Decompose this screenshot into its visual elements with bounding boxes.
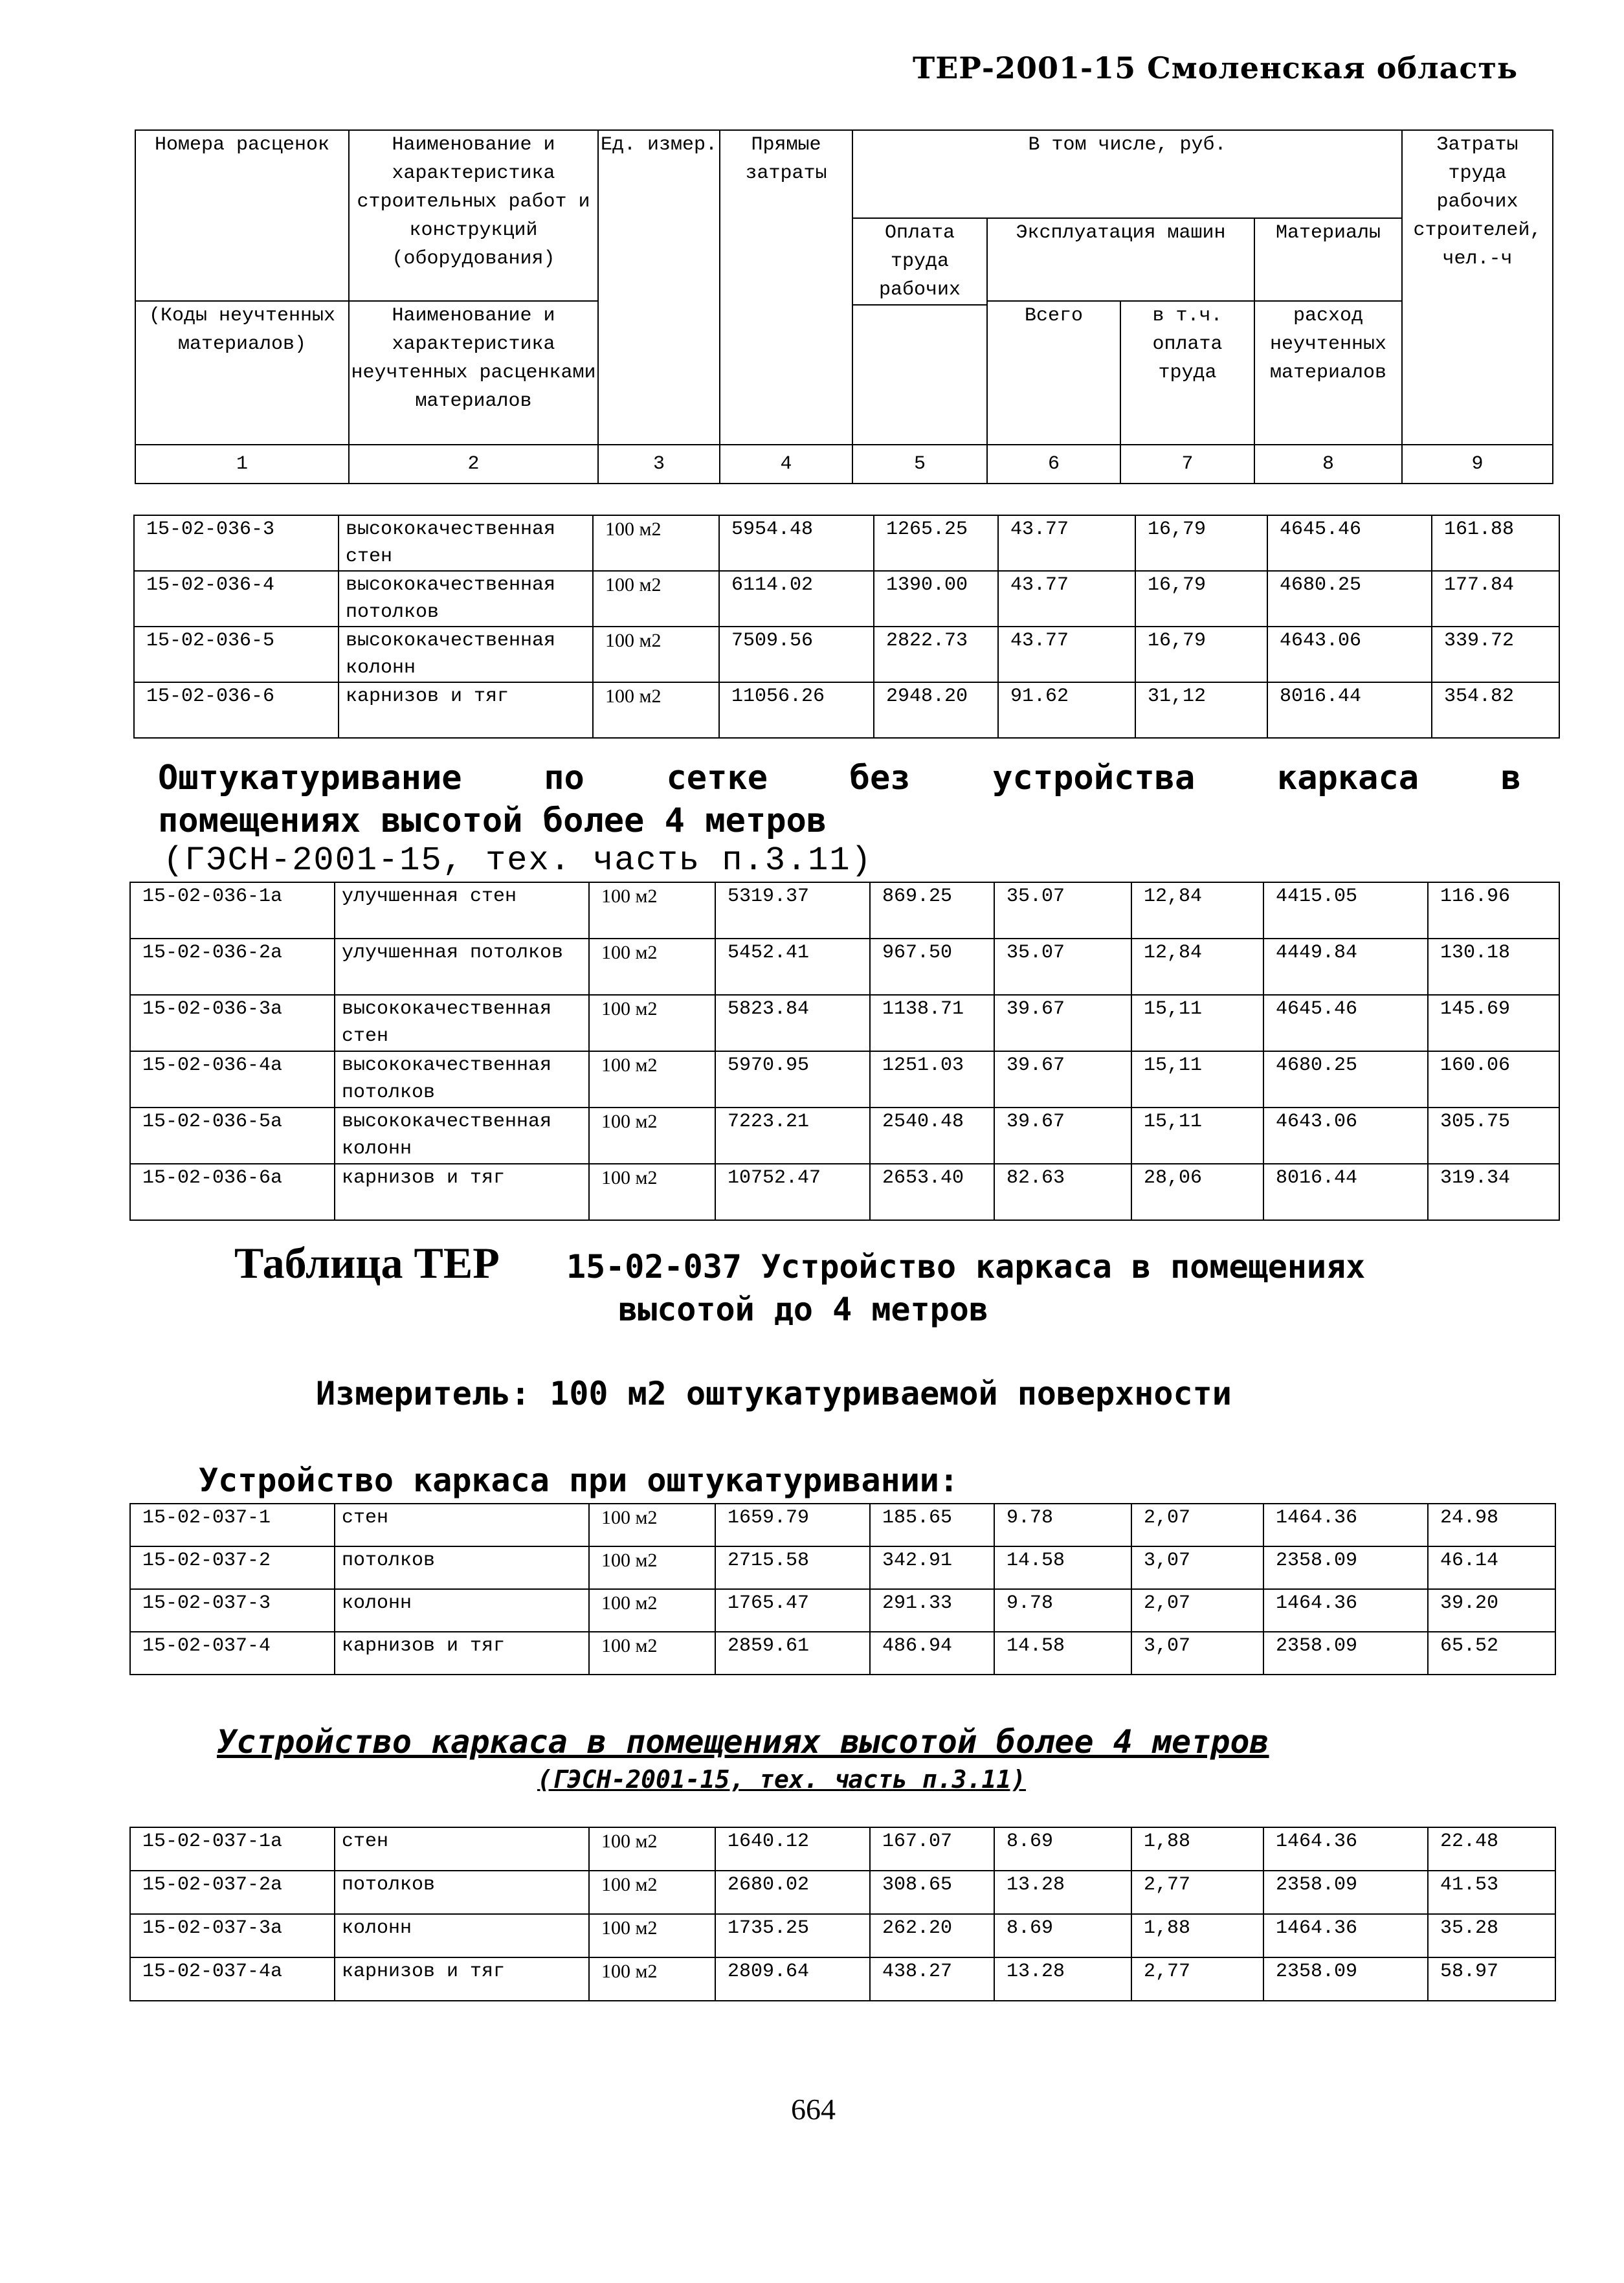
labor-hours: 41.53 <box>1428 1871 1555 1914</box>
table-row <box>130 995 1559 1051</box>
labor-hours: 339.72 <box>1432 627 1559 682</box>
table-row <box>130 1957 1555 2001</box>
rate-code: 15-02-036-1а <box>130 882 335 939</box>
page-number: 664 <box>791 2093 836 2126</box>
direct-costs: 7509.56 <box>719 627 874 682</box>
col-num: 8 <box>1254 445 1402 484</box>
table-row <box>134 515 1559 571</box>
work-name: высококачественная колонн <box>335 1108 589 1164</box>
machines-total: 8.69 <box>994 1827 1131 1871</box>
machines-wages: 2,77 <box>1131 1871 1263 1914</box>
table-row <box>130 1504 1555 1546</box>
materials: 1464.36 <box>1263 1827 1428 1871</box>
col-header-material-codes: (Коды неучтенных материалов) <box>135 301 349 445</box>
unit: 100 м2 <box>593 627 719 682</box>
unit: 100 м2 <box>589 939 715 995</box>
wages: 2822.73 <box>874 627 998 682</box>
materials: 1464.36 <box>1263 1504 1428 1546</box>
unit: 100 м2 <box>589 1827 715 1871</box>
direct-costs: 2859.61 <box>715 1632 870 1675</box>
rate-code: 15-02-037-2 <box>130 1546 335 1589</box>
table-row <box>134 682 1559 738</box>
labor-hours: 58.97 <box>1428 1957 1555 2001</box>
direct-costs: 5452.41 <box>715 939 870 995</box>
materials: 4449.84 <box>1263 939 1428 995</box>
heading-word: сетке <box>666 759 768 797</box>
materials: 4643.06 <box>1267 627 1432 682</box>
wages: 262.20 <box>870 1914 994 1957</box>
direct-costs: 11056.26 <box>719 682 874 738</box>
work-name: карнизов и тяг <box>335 1632 589 1675</box>
wages: 185.65 <box>870 1504 994 1546</box>
direct-costs: 5954.48 <box>719 515 874 571</box>
labor-hours: 46.14 <box>1428 1546 1555 1589</box>
heading-word: Оштукатуривание <box>158 759 462 797</box>
work-name: улучшенная потолков <box>335 939 589 995</box>
rate-code: 15-02-036-3 <box>134 515 339 571</box>
table-row <box>130 882 1559 939</box>
materials: 2358.09 <box>1263 1871 1428 1914</box>
machines-total: 39.67 <box>994 1108 1131 1164</box>
rate-code: 15-02-036-6а <box>130 1164 335 1220</box>
rate-code: 15-02-036-4а <box>130 1051 335 1108</box>
materials: 4415.05 <box>1263 882 1428 939</box>
wages: 1265.25 <box>874 515 998 571</box>
machines-wages: 3,07 <box>1131 1632 1263 1675</box>
labor-hours: 177.84 <box>1432 571 1559 627</box>
wages: 1251.03 <box>870 1051 994 1108</box>
machines-total: 14.58 <box>994 1546 1131 1589</box>
col-header-including: В том числе, руб. <box>852 130 1402 218</box>
work-name: высококачественная стен <box>335 995 589 1051</box>
machines-wages: 2,07 <box>1131 1504 1263 1546</box>
machines-total: 39.67 <box>994 1051 1131 1108</box>
rate-code: 15-02-036-5 <box>134 627 339 682</box>
work-name: колонн <box>335 1589 589 1632</box>
machines-wages: 1,88 <box>1131 1914 1263 1957</box>
unit: 100 м2 <box>589 1632 715 1675</box>
unit: 100 м2 <box>589 1504 715 1546</box>
direct-costs: 2809.64 <box>715 1957 870 2001</box>
table-row <box>130 1827 1555 1871</box>
machines-total: 91.62 <box>998 682 1135 738</box>
machines-wages: 3,07 <box>1131 1546 1263 1589</box>
heading-word: каркаса <box>1276 759 1419 797</box>
direct-costs: 5319.37 <box>715 882 870 939</box>
materials: 2358.09 <box>1263 1546 1428 1589</box>
wages: 967.50 <box>870 939 994 995</box>
unit: 100 м2 <box>593 682 719 738</box>
machines-wages: 31,12 <box>1135 682 1267 738</box>
table-row <box>130 1871 1555 1914</box>
section-reference-italic: (ГЭСН-2001-15, тех. часть п.3.11) <box>537 1765 1026 1794</box>
machines-total: 35.07 <box>994 882 1131 939</box>
materials: 4680.25 <box>1263 1051 1428 1108</box>
table-title-line1: 15-02-037 Устройство каркаса в помещениях <box>566 1248 1366 1286</box>
col-num: 5 <box>852 445 987 484</box>
wages: 869.25 <box>870 882 994 939</box>
work-name: улучшенная стен <box>335 882 589 939</box>
table-row <box>130 1589 1555 1632</box>
work-name: высококачественная стен <box>339 515 593 571</box>
wages: 167.07 <box>870 1827 994 1871</box>
labor-hours: 39.20 <box>1428 1589 1555 1632</box>
unit: 100 м2 <box>589 1871 715 1914</box>
machines-total: 13.28 <box>994 1957 1131 2001</box>
rate-code: 15-02-037-1 <box>130 1504 335 1546</box>
col-num: 1 <box>135 445 349 484</box>
col-num: 9 <box>1402 445 1553 484</box>
labor-hours: 160.06 <box>1428 1051 1559 1108</box>
col-header-wages: Оплата труда рабочих <box>852 218 987 305</box>
wages: 291.33 <box>870 1589 994 1632</box>
labor-hours: 24.98 <box>1428 1504 1555 1546</box>
table-row <box>130 1164 1559 1220</box>
col-header-unit: Ед. измер. <box>598 130 720 445</box>
wages: 486.94 <box>870 1632 994 1675</box>
table-label: Таблица ТЕР <box>234 1238 500 1287</box>
table-row <box>130 1546 1555 1589</box>
machines-total: 39.67 <box>994 995 1131 1051</box>
col-header-spacer <box>852 305 987 445</box>
materials: 2358.09 <box>1263 1957 1428 2001</box>
table-row <box>130 1914 1555 1957</box>
machines-wages: 15,11 <box>1131 1051 1263 1108</box>
machines-total: 43.77 <box>998 515 1135 571</box>
col-header-direct-costs: Прямые затраты <box>720 130 852 445</box>
machines-total: 8.69 <box>994 1914 1131 1957</box>
direct-costs: 1765.47 <box>715 1589 870 1632</box>
col-header-labor-hours: Затраты труда рабочих строителей, чел.-ч <box>1402 130 1553 445</box>
materials: 8016.44 <box>1263 1164 1428 1220</box>
work-name: стен <box>335 1827 589 1871</box>
materials: 1464.36 <box>1263 1589 1428 1632</box>
wages: 1390.00 <box>874 571 998 627</box>
column-header-table <box>135 129 1553 484</box>
rates-table-037-block1 <box>129 1503 1556 1675</box>
machines-wages: 2,07 <box>1131 1589 1263 1632</box>
labor-hours: 35.28 <box>1428 1914 1555 1957</box>
machines-total: 43.77 <box>998 571 1135 627</box>
direct-costs: 1659.79 <box>715 1504 870 1546</box>
machines-wages: 1,88 <box>1131 1827 1263 1871</box>
labor-hours: 65.52 <box>1428 1632 1555 1675</box>
table-row <box>130 1108 1559 1164</box>
col-header-material-names: Наименование и характеристика неучтенных расценками материалов <box>349 301 598 445</box>
rate-code: 15-02-037-4а <box>130 1957 335 2001</box>
col-num: 7 <box>1120 445 1254 484</box>
unit: 100 м2 <box>589 995 715 1051</box>
labor-hours: 22.48 <box>1428 1827 1555 1871</box>
table-row <box>130 1632 1555 1675</box>
section-heading <box>158 759 1521 797</box>
work-name: высококачественная потолков <box>335 1051 589 1108</box>
work-name: карнизов и тяг <box>339 682 593 738</box>
materials: 8016.44 <box>1267 682 1432 738</box>
wages: 342.91 <box>870 1546 994 1589</box>
labor-hours: 354.82 <box>1432 682 1559 738</box>
section-reference: (ГЭСН-2001-15, тех. часть п.3.11) <box>163 841 873 880</box>
subsection-heading: Устройство каркаса при оштукатуривании: <box>199 1462 959 1499</box>
table-row <box>130 939 1559 995</box>
machines-total: 9.78 <box>994 1504 1131 1546</box>
unit: 100 м2 <box>589 882 715 939</box>
machines-wages: 16,79 <box>1135 627 1267 682</box>
section-heading-italic: Устройство каркаса в помещениях высотой более 4 метров <box>217 1723 1269 1761</box>
machines-total: 82.63 <box>994 1164 1131 1220</box>
col-num: 3 <box>598 445 720 484</box>
materials: 4645.46 <box>1267 515 1432 571</box>
unit: 100 м2 <box>593 571 719 627</box>
wages: 438.27 <box>870 1957 994 2001</box>
work-name: высококачественная потолков <box>339 571 593 627</box>
direct-costs: 10752.47 <box>715 1164 870 1220</box>
direct-costs: 6114.02 <box>719 571 874 627</box>
machines-wages: 15,11 <box>1131 995 1263 1051</box>
col-header-machines-total: Всего <box>987 301 1120 445</box>
table-row <box>130 1051 1559 1108</box>
unit: 100 м2 <box>589 1164 715 1220</box>
work-name: потолков <box>335 1546 589 1589</box>
work-name: карнизов и тяг <box>335 1957 589 2001</box>
machines-total: 9.78 <box>994 1589 1131 1632</box>
work-name: колонн <box>335 1914 589 1957</box>
wages: 308.65 <box>870 1871 994 1914</box>
materials: 4680.25 <box>1267 571 1432 627</box>
materials: 2358.09 <box>1263 1632 1428 1675</box>
wages: 2948.20 <box>874 682 998 738</box>
machines-wages: 15,11 <box>1131 1108 1263 1164</box>
unit-of-measure: Измеритель: 100 м2 оштукатуриваемой поверхности <box>316 1375 1232 1412</box>
work-name: потолков <box>335 1871 589 1914</box>
section-heading-line2: помещениях высотой более 4 метров <box>158 801 827 840</box>
unit: 100 м2 <box>589 1957 715 2001</box>
direct-costs: 5823.84 <box>715 995 870 1051</box>
col-header-machines-wages: в т.ч. оплата труда <box>1120 301 1254 445</box>
wages: 2540.48 <box>870 1108 994 1164</box>
col-header-codes: Номера расценок <box>135 130 349 301</box>
rate-code: 15-02-037-4 <box>130 1632 335 1675</box>
running-header: ТЕР-2001-15 Смоленская область <box>913 50 1518 85</box>
direct-costs: 2715.58 <box>715 1546 870 1589</box>
col-header-materials-usage: расход неучтенных материалов <box>1254 301 1402 445</box>
labor-hours: 161.88 <box>1432 515 1559 571</box>
machines-total: 35.07 <box>994 939 1131 995</box>
rate-code: 15-02-037-1а <box>130 1827 335 1871</box>
direct-costs: 1640.12 <box>715 1827 870 1871</box>
rate-code: 15-02-036-4 <box>134 571 339 627</box>
unit: 100 м2 <box>589 1108 715 1164</box>
labor-hours: 145.69 <box>1428 995 1559 1051</box>
rate-code: 15-02-037-3а <box>130 1914 335 1957</box>
heading-word: без <box>849 759 911 797</box>
labor-hours: 116.96 <box>1428 882 1559 939</box>
wages: 2653.40 <box>870 1164 994 1220</box>
work-name: высококачественная колонн <box>339 627 593 682</box>
machines-wages: 12,84 <box>1131 939 1263 995</box>
materials: 4645.46 <box>1263 995 1428 1051</box>
rates-table-037-block2 <box>129 1827 1556 2001</box>
rate-code: 15-02-036-6 <box>134 682 339 738</box>
col-header-materials: Материалы <box>1254 218 1402 301</box>
machines-wages: 28,06 <box>1131 1164 1263 1220</box>
unit: 100 м2 <box>589 1546 715 1589</box>
machines-wages: 2,77 <box>1131 1957 1263 2001</box>
rate-code: 15-02-036-5а <box>130 1108 335 1164</box>
rate-code: 15-02-036-3а <box>130 995 335 1051</box>
machines-total: 13.28 <box>994 1871 1131 1914</box>
col-header-name: Наименование и характеристика строительных работ и конструкций (оборудования) <box>349 130 598 301</box>
unit: 100 м2 <box>589 1051 715 1108</box>
direct-costs: 2680.02 <box>715 1871 870 1914</box>
machines-total: 14.58 <box>994 1632 1131 1675</box>
unit: 100 м2 <box>589 1914 715 1957</box>
direct-costs: 5970.95 <box>715 1051 870 1108</box>
table-row <box>134 571 1559 627</box>
direct-costs: 1735.25 <box>715 1914 870 1957</box>
unit: 100 м2 <box>589 1589 715 1632</box>
heading-word: устройства <box>992 759 1196 797</box>
work-name: стен <box>335 1504 589 1546</box>
wages: 1138.71 <box>870 995 994 1051</box>
col-num: 4 <box>720 445 852 484</box>
labor-hours: 305.75 <box>1428 1108 1559 1164</box>
rates-table-036-block2 <box>129 882 1560 1221</box>
labor-hours: 130.18 <box>1428 939 1559 995</box>
col-num: 2 <box>349 445 598 484</box>
machines-wages: 16,79 <box>1135 515 1267 571</box>
rates-table-036-block1 <box>133 515 1560 739</box>
machines-total: 43.77 <box>998 627 1135 682</box>
heading-word: в <box>1500 759 1521 797</box>
materials: 1464.36 <box>1263 1914 1428 1957</box>
rate-code: 15-02-037-2а <box>130 1871 335 1914</box>
unit: 100 м2 <box>593 515 719 571</box>
col-num: 6 <box>987 445 1120 484</box>
table-title-line2: высотой до 4 метров <box>618 1291 988 1328</box>
machines-wages: 16,79 <box>1135 571 1267 627</box>
materials: 4643.06 <box>1263 1108 1428 1164</box>
col-header-machines: Эксплуатация машин <box>987 218 1254 301</box>
rate-code: 15-02-036-2а <box>130 939 335 995</box>
direct-costs: 7223.21 <box>715 1108 870 1164</box>
work-name: карнизов и тяг <box>335 1164 589 1220</box>
machines-wages: 12,84 <box>1131 882 1263 939</box>
heading-word: по <box>544 759 584 797</box>
rate-code: 15-02-037-3 <box>130 1589 335 1632</box>
table-row <box>134 627 1559 682</box>
labor-hours: 319.34 <box>1428 1164 1559 1220</box>
